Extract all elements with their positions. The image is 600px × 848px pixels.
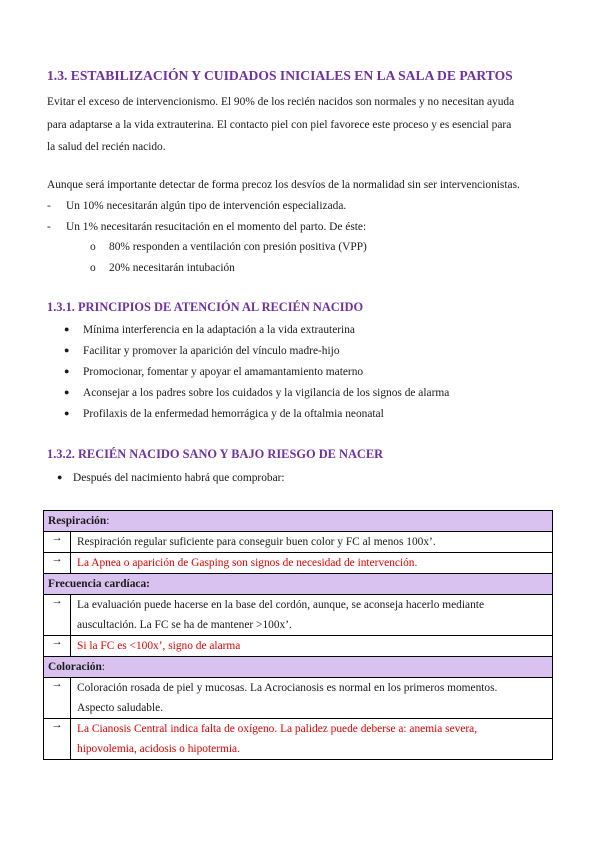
row-line: Coloración rosada de piel y mucosas. La Acrocianosis es normal en los primeros momentos. bbox=[77, 682, 498, 694]
bullet-icon: ● bbox=[57, 472, 63, 482]
dash-list-item bbox=[47, 217, 366, 237]
table-row-text bbox=[71, 595, 553, 636]
bullet-icon: ● bbox=[64, 366, 70, 376]
table-row bbox=[44, 719, 553, 760]
sub-list-item bbox=[90, 258, 235, 278]
row-line: Si la FC es <100x’, signo de alarma bbox=[77, 640, 241, 652]
table-row-text bbox=[71, 532, 553, 553]
principle-text: Promocionar, fomentar y apoyar el amamantamiento materno bbox=[83, 366, 364, 378]
group-header-cell bbox=[44, 511, 553, 532]
bullet-icon: ● bbox=[64, 408, 70, 418]
sub-list-item bbox=[90, 237, 367, 257]
group-header-label: Respiración bbox=[48, 515, 107, 527]
arrow-icon: → bbox=[44, 595, 71, 636]
table-row-text-alert bbox=[71, 553, 553, 574]
principle-item bbox=[64, 320, 355, 340]
dash-marker: - bbox=[47, 200, 51, 212]
principle-text: Profilaxis de la enfermedad hemorrágica y de la oftalmia neonatal bbox=[83, 408, 384, 420]
arrow-icon: → bbox=[44, 678, 71, 719]
row-line: La evaluación puede hacerse en la base del cordón, aunque, se aconseja hacerlo mediante bbox=[77, 599, 485, 611]
principle-text: Aconsejar a los padres sobre los cuidados y la vigilancia de los signos de alarma bbox=[83, 387, 450, 399]
sub-item-text: 20% necesitarán intubación bbox=[109, 262, 235, 274]
table-row bbox=[44, 636, 553, 657]
row-line: La Apnea o aparición de Gasping son signos de necesidad de intervención. bbox=[77, 557, 418, 569]
group-header-label: Frecuencia cardíaca: bbox=[48, 578, 150, 590]
table-row bbox=[44, 595, 553, 636]
intro-line: para adaptarse a la vida extrauterina. El contacto piel con piel favorece este proceso y es esencial para bbox=[47, 118, 512, 131]
principle-item bbox=[64, 383, 449, 403]
checks-table bbox=[43, 510, 553, 760]
healthy-item bbox=[57, 468, 285, 488]
sub-item-text: 80% responden a ventilación con presión positiva (VPP) bbox=[109, 241, 367, 253]
principles-title: 1.3.1. PRINCIPIOS DE ATENCIÓN AL RECIÉN NACIDO bbox=[47, 300, 364, 314]
principle-item bbox=[64, 404, 384, 424]
dash-marker: - bbox=[47, 221, 51, 233]
table-group-header bbox=[44, 511, 553, 532]
table-row bbox=[44, 678, 553, 719]
table-row-text-alert bbox=[71, 719, 553, 760]
row-line: La Cianosis Central indica falta de oxígeno. La palidez puede deberse a: anemia severa, bbox=[77, 723, 478, 735]
section-title: 1.3. ESTABILIZACIÓN Y CUIDADOS INICIALES EN LA SALA DE PARTOS bbox=[47, 68, 513, 83]
group-header-suffix: : bbox=[101, 661, 105, 673]
intro-paragraph bbox=[47, 91, 553, 159]
row-line: auscultación. La FC se ha de mantener >100x’. bbox=[77, 619, 292, 631]
group-header-cell bbox=[44, 574, 553, 595]
row-line: Aspecto saludable. bbox=[77, 702, 164, 714]
table-group-header bbox=[44, 574, 553, 595]
table-row-text bbox=[71, 678, 553, 719]
bullet-icon: ● bbox=[64, 387, 70, 397]
bullet-icon: ● bbox=[64, 324, 70, 334]
circle-marker: o bbox=[90, 262, 96, 274]
row-line: hipovolemia, acidosis o hipotermia. bbox=[77, 743, 240, 755]
paragraph-2: Aunque será importante detectar de forma precoz los desvíos de la normalidad sin ser intervencionistas. bbox=[47, 179, 520, 191]
table-row bbox=[44, 532, 553, 553]
group-header-label: Coloración bbox=[48, 661, 102, 673]
principle-item bbox=[64, 362, 363, 382]
bullet-icon: ● bbox=[64, 345, 70, 355]
arrow-icon: → bbox=[44, 553, 71, 574]
intro-line: la salud del recién nacido. bbox=[47, 141, 166, 153]
row-line: Respiración regular suficiente para conseguir buen color y FC al menos 100x’. bbox=[77, 536, 436, 548]
dash-item-text: Un 10% necesitarán algún tipo de intervención especializada. bbox=[66, 200, 347, 212]
dash-list-item bbox=[47, 196, 346, 216]
principle-item bbox=[64, 341, 340, 361]
table-row bbox=[44, 553, 553, 574]
arrow-icon: → bbox=[44, 532, 71, 553]
principle-text: Mínima interferencia en la adaptación a la vida extrauterina bbox=[83, 324, 355, 336]
intro-line: Evitar el exceso de intervencionismo. El 90% de los recién nacidos son normales y no necesitan ayuda bbox=[47, 96, 515, 108]
arrow-icon: → bbox=[44, 636, 71, 657]
circle-marker: o bbox=[90, 241, 96, 253]
healthy-item-text: Después del nacimiento habrá que comprobar: bbox=[73, 472, 285, 484]
arrow-icon: → bbox=[44, 719, 71, 760]
group-header-cell bbox=[44, 657, 553, 678]
group-header-suffix: : bbox=[106, 515, 110, 527]
principle-text: Facilitar y promover la aparición del vínculo madre-hijo bbox=[83, 345, 340, 357]
table-row-text-alert bbox=[71, 636, 553, 657]
healthy-newborn-title: 1.3.2. RECIÉN NACIDO SANO Y BAJO RIESGO DE NACER bbox=[47, 447, 384, 461]
dash-item-text: Un 1% necesitarán resucitación en el momento del parto. De éste: bbox=[66, 221, 367, 233]
table-group-header bbox=[44, 657, 553, 678]
